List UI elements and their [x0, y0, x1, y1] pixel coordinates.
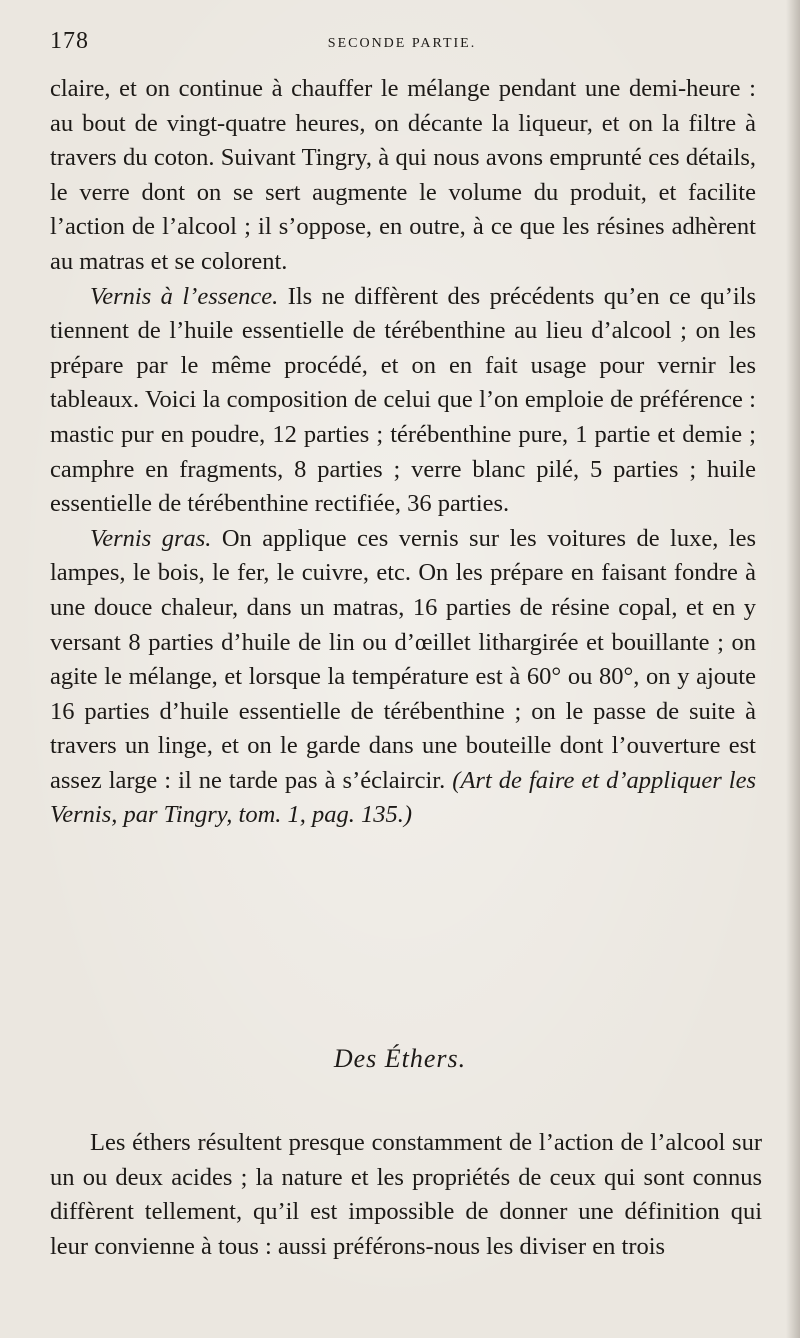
- paragraph-lead: Vernis gras.: [90, 524, 212, 552]
- page-header: [50, 28, 754, 58]
- paragraph-continuation: [50, 72, 756, 280]
- paragraph-text: claire, et on continue à chauffer le mélange pendant une demi-heure : au bout de vingt-quatre heures, on décante la liqueur, et on la filtre à travers du coton. Suivant Tingry, à qui nous avons emprunté ces détails, le verre dont on se sert augmente le volume du produit, et facilite l’action de l’alcool ; il s’oppose, en outre, à ce que les résines adhèrent au matras et se colorent.: [50, 75, 756, 275]
- citation: (Art de faire et d’appliquer les Vernis, par Tingry, tom. 1, pag. 135.): [50, 766, 757, 829]
- paragraph-text: Ils ne diffèrent des précédents qu’en ce qu’ils tiennent de l’huile essentielle de térébenthine au lieu d’alcool ; on les prépare par le même procédé, et on en fait usage pour vernir les tableaux. Voici la composition de celui que l’on emploie de préférence : mastic pur en poudre, 12 parties ; térébenthine pure, 1 partie et demie ; camphre en fragments, 8 parties ; verre blanc pilé, 5 parties ; huile essentielle de térébenthine rectifiée, 36 parties.: [50, 282, 756, 518]
- paragraph-text: On applique ces vernis sur les voitures de luxe, les lampes, le bois, le fer, le cuivre, etc. On les prépare en faisant fondre à une douce chaleur, dans un matras, 16 parties de résine copal, et en y versant 8 parties d’huile de lin ou d’œillet lithargirée et bouillante ; on agite le mélange, et lorsque la température est à 60° ou 80°, on y ajoute 16 parties d’huile essentielle de térébenthine ; on le passe de suite à travers un linge, et on le garde dans une bouteille dont l’ouverture est assez large : il ne tarde pas à s’éclaircir.: [50, 524, 756, 794]
- main-text-block: [50, 72, 756, 833]
- running-head: SECONDE PARTIE.: [327, 36, 477, 51]
- paragraph-ethers: [50, 1126, 762, 1264]
- section-heading: Des Éthers.: [333, 1044, 467, 1073]
- paragraph-text: Les éthers résultent presque constamment de l’action de l’alcool sur un ou deux acides ; la nature et les propriétés de ceux qui sont connus diffèrent tellement, qu’il est impossible de donner une définition qui leur convienne à tous : aussi préférons-nous les diviser en trois: [50, 1129, 762, 1260]
- paragraph-vernis-essence: [50, 280, 756, 522]
- paragraph-lead: Vernis à l’essence.: [90, 282, 279, 310]
- paragraph-vernis-gras: [50, 522, 756, 833]
- section-text-block: [50, 1126, 762, 1264]
- page-number: 178: [50, 28, 89, 54]
- page-edge-shadow: [786, 0, 800, 1338]
